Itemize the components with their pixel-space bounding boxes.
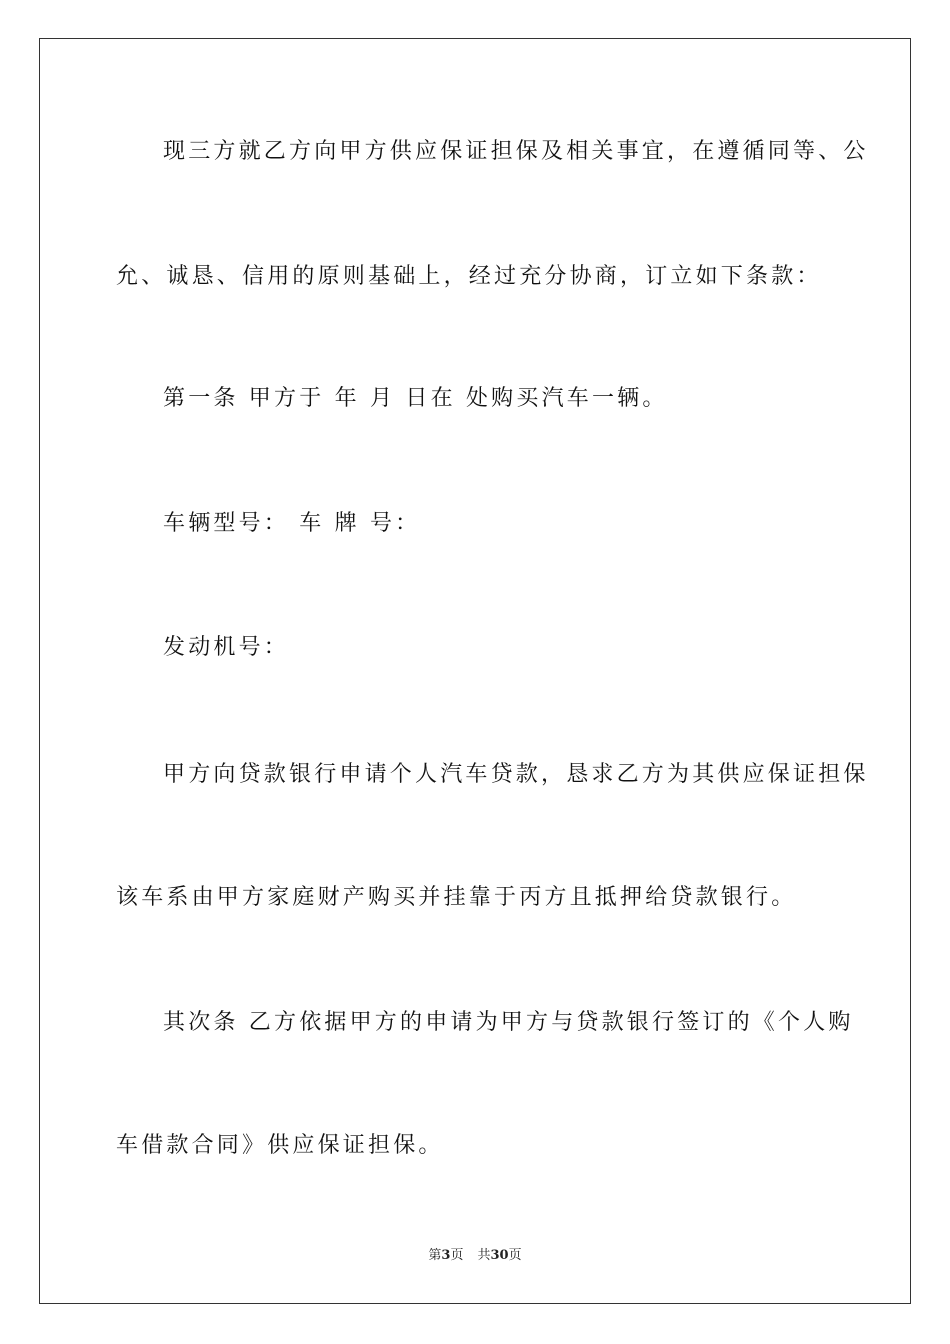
paragraph-line: 允、诚恳、信用的原则基础上，经过充分协商，订立如下条款： <box>116 264 822 289</box>
paragraph-line: 甲方向贷款银行申请个人汽车贷款，恳求乙方为其供应保证担保 <box>163 762 869 787</box>
page-number: 3 <box>441 1248 451 1263</box>
clause-second-line: 其次条 乙方依据甲方的申请为甲方与贷款银行签订的《个人购 <box>163 1010 854 1035</box>
engine-number-line: 发动机号： <box>163 635 290 660</box>
total-pages: 30 <box>490 1248 509 1263</box>
page-prefix: 第 <box>428 1248 442 1263</box>
page-suffix: 页 <box>450 1248 464 1263</box>
paragraph-line: 现三方就乙方向甲方供应保证担保及相关事宜，在遵循同等、公 <box>163 139 869 164</box>
paragraph-line: 车借款合同》供应保证担保。 <box>116 1133 444 1158</box>
clause-first-line: 第一条 甲方于 年 月 日在 处购买汽车一辆。 <box>163 386 668 411</box>
paragraph-line: 该车系由甲方家庭财产购买并挂靠于丙方且抵押给贷款银行。 <box>116 885 797 910</box>
page-footer <box>0 1246 950 1266</box>
total-suffix: 页 <box>508 1248 522 1263</box>
total-prefix: 共 <box>477 1248 491 1263</box>
vehicle-model-line: 车辆型号： 车 牌 号： <box>163 511 421 536</box>
page-border <box>39 38 911 1304</box>
